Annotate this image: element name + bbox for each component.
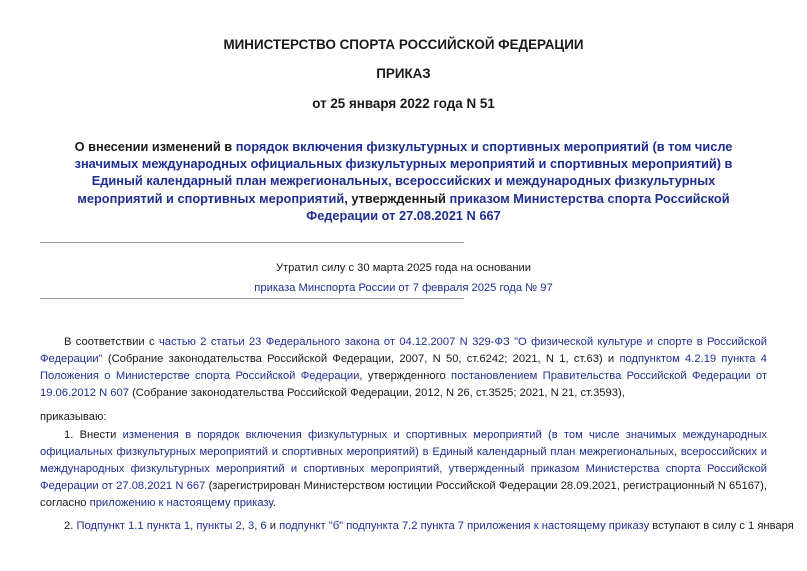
text: , утвержденного xyxy=(359,370,452,382)
ministry-name: МИНИСТЕРСТВО СПОРТА РОССИЙСКОЙ ФЕДЕРАЦИИ xyxy=(223,37,584,52)
title-text: О внесении изменений в xyxy=(74,139,236,154)
status-note xyxy=(0,258,807,298)
document-type: ПРИКАЗ xyxy=(376,66,431,81)
text: , xyxy=(190,520,197,532)
status-link[interactable]: приказа Минспорта России от 7 февраля 2025 года № 97 xyxy=(254,282,553,294)
text: вступают в силу с 1 января xyxy=(649,520,794,532)
link-subclause-b[interactable]: подпункт "б" подпункта 7.2 пункта 7 приложения к настоящему приказу xyxy=(279,520,650,532)
text: (Собрание законодательства Российской Федерации, 2012, N 26, ст.3525; 2021, N 21, ст.3593), xyxy=(128,387,625,399)
link-regulation-subclause[interactable]: подпунктом 4.2.19 пункта 4 Положения о Министерстве спорта Российской Федерации xyxy=(40,353,768,382)
paragraph-item-1 xyxy=(40,427,767,512)
document-title xyxy=(50,138,757,224)
text: 1. Внести xyxy=(64,429,123,441)
divider-bottom xyxy=(40,298,464,299)
divider-top xyxy=(40,242,464,243)
text: В соответствии с xyxy=(64,336,159,348)
text: , xyxy=(241,520,248,532)
text: , xyxy=(254,520,261,532)
text: (зарегистрирован Министерством юстиции Российской Федерации 28.09.2021, регистрационный N 65167), согласно xyxy=(40,480,767,509)
text: (Собрание законодательства Российской Федерации, 2007, N 50, ст.6242; 2021, N 1, ст.63) и xyxy=(102,353,620,365)
status-text: Утратил силу с 30 марта 2025 года на основании xyxy=(275,262,532,274)
link-clause-3[interactable]: 3 xyxy=(247,520,255,532)
link-clause-2[interactable]: пункты 2 xyxy=(196,520,242,532)
title-link-order[interactable]: приказом Министерства спорта Российской Федерации от 27.08.2021 N 667 xyxy=(306,190,730,223)
text: . xyxy=(272,497,276,509)
text: и xyxy=(266,520,280,532)
link-government-decree[interactable]: постановлением Правительства Российской Федерации от 19.06.2012 N 607 xyxy=(40,370,767,399)
title-link-procedure[interactable]: порядок включения физкультурных и спортивных мероприятий (в том числе значимых международных официальных физкультурных мероприятий и спортивных мероприятий) в Единый календарный план межрегиональных, всероссийских и международных физкультурных мероприятий и спортивных мероприятий xyxy=(74,139,733,206)
link-federal-law[interactable]: частью 2 статьи 23 Федерального закона от 04.12.2007 N 329-ФЗ "О физической культуре и спорте в Российской Федерации" xyxy=(40,336,768,365)
link-subclause-1-1[interactable]: Подпункт 1.1 пункта 1 xyxy=(76,520,191,532)
title-text: , утвержденный xyxy=(344,190,450,206)
text: 2. xyxy=(64,520,77,532)
order-date: от 25 января 2022 года N 51 xyxy=(312,96,495,111)
link-changes[interactable]: изменения в порядок включения физкультурных и спортивных мероприятий (в том числе значимых международных официальных физкультурных мероприятий и спортивных мероприятий) в Единый календарный план межрегиональных, всероссийских и международных физкультурных мероприятий и спортивных мероприятий, утвержденный приказом Министерства спорта Российской Федерации от 27.08.2021 N 667 xyxy=(40,429,767,492)
link-clause-6[interactable]: 6 xyxy=(260,520,267,532)
paragraph-basis xyxy=(40,334,767,402)
link-appendix[interactable]: приложению к настоящему приказу xyxy=(89,497,273,509)
paragraph-order-word: приказываю: xyxy=(40,411,107,423)
paragraph-item-2 xyxy=(40,518,794,535)
